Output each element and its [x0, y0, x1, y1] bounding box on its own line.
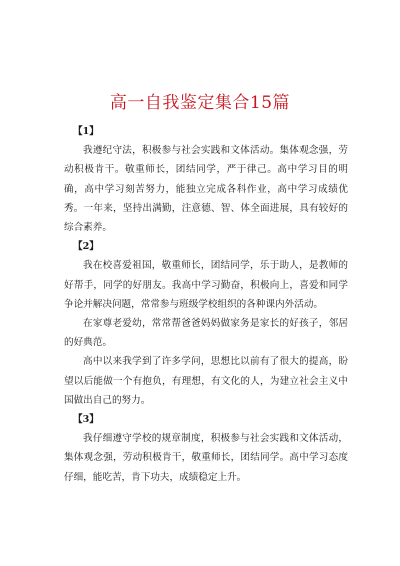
section-heading-1: 【1】 [73, 126, 99, 137]
paragraph: 我仔细遵守学校的规章制度，积极参与社会实践和文体活动，集体观念强，劳动积极肯干，敬重师长，团结同学。高中学习态度仔细，能吃苦，肯下功夫，成绩稳定上升。 [64, 433, 348, 483]
paragraph: 我在校喜爱祖国，敬重师长，团结同学，乐于助人，是教师的好帮手，同学的好朋友。我高中学习勤奋，积极向上，喜爱和同学争论并解决问题，常常参与班级学校组织的各种课内外活动。 [64, 260, 348, 310]
paragraph: 我遵纪守法，积极参与社会实践和文体活动。集体观念强，劳动积极肯干。敬重师长，团结同学，严于律己。高中学习目的明确，高中学习刻苦努力，能独立完成各科作业，高中学习成绩优秀。一年来，坚持出满勤，注意德、智、体全面进展，具有较好的综合素养。 [64, 145, 348, 234]
section-heading-2: 【2】 [73, 241, 99, 253]
document-body [64, 122, 348, 487]
paragraph: 高中以来我学到了许多学问，思想比以前有了很大的提高，盼望以后能做一个有抱负，有理想，有文化的人，为建立社会主义中国做出自己的努力。 [64, 356, 348, 406]
document-title: 高一自我鉴定集合15篇 [109, 93, 291, 113]
paragraph: 在家尊老爱幼，常常帮爸爸妈妈做家务是家长的好孩子，邻居的好典范。 [64, 318, 348, 349]
section-heading-3: 【3】 [73, 414, 99, 426]
